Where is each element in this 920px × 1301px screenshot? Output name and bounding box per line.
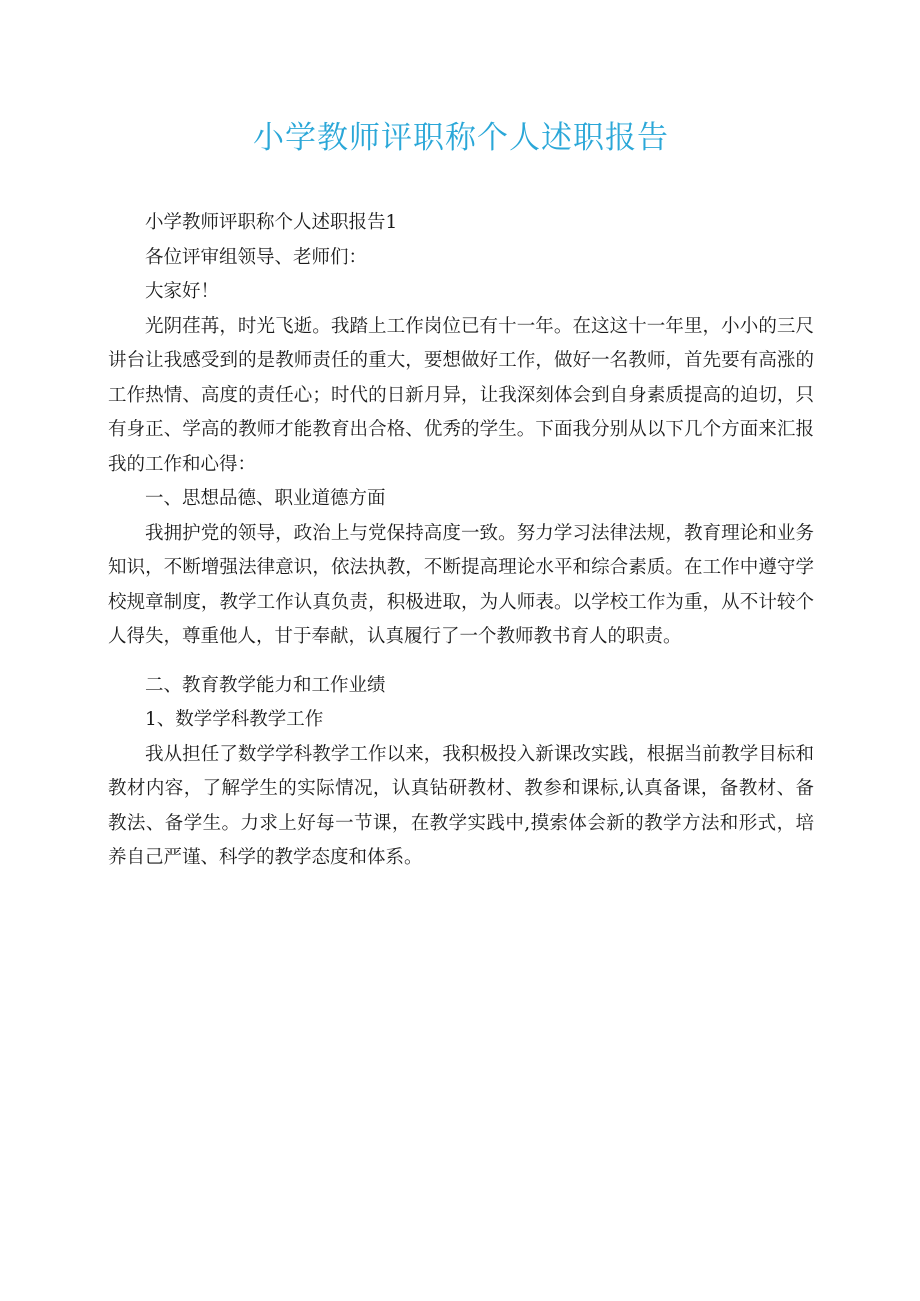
- greeting: 大家好！: [145, 281, 220, 302]
- salutation: 各位评审组领导、老师们：: [145, 246, 368, 268]
- subsection-heading-1: 1、数学学科教学工作: [145, 709, 324, 730]
- section-heading-2: 二、教育教学能力和工作业绩: [145, 674, 386, 696]
- report-subtitle: 小学教师评职称个人述职报告1: [145, 212, 398, 233]
- subsection-1-paragraph: 我从担任了数学学科教学工作以来，我积极投入新课改实践，根据当前教学目标和教材内容，了解学生的实际情况，认真钻研教材、教参和课标,认真备课，备教材、备教法、备学生。力求上好每一节课，在教学实践中,摸索体会新的教学方法和形式，培养自己严谨、科学的教学态度和体系。: [108, 743, 814, 868]
- intro-paragraph: 光阴荏苒，时光飞逝。我踏上工作岗位已有十一年。在这这十一年里，小小的三尺讲台让我感受到的是教师责任的重大，要想做好工作，做好一名教师，首先要有高涨的工作热情、高度的责任心；时代的日新月异，让我深刻体会到自身素质提高的迫切，只有身正、学高的教师才能教育出合格、优秀的学生。下面我分别从以下几个方面来汇报我的工作和心得：: [108, 315, 814, 475]
- section-heading-1: 一、思想品德、职业道德方面: [145, 488, 386, 509]
- document-title: 小学教师评职称个人述职报告: [253, 120, 669, 156]
- section-1-paragraph: 我拥护党的领导，政治上与党保持高度一致。努力学习法律法规，教育理论和业务知识，不断增强法律意识，依法执教，不断提高理论水平和综合素质。在工作中遵守学校规章制度，教学工作认真负责，积极进取，为人师表。以学校工作为重，从不计较个人得失，尊重他人，甘于奉献，认真履行了一个教师教书育人的职责。: [108, 522, 814, 647]
- document-body: [108, 206, 814, 876]
